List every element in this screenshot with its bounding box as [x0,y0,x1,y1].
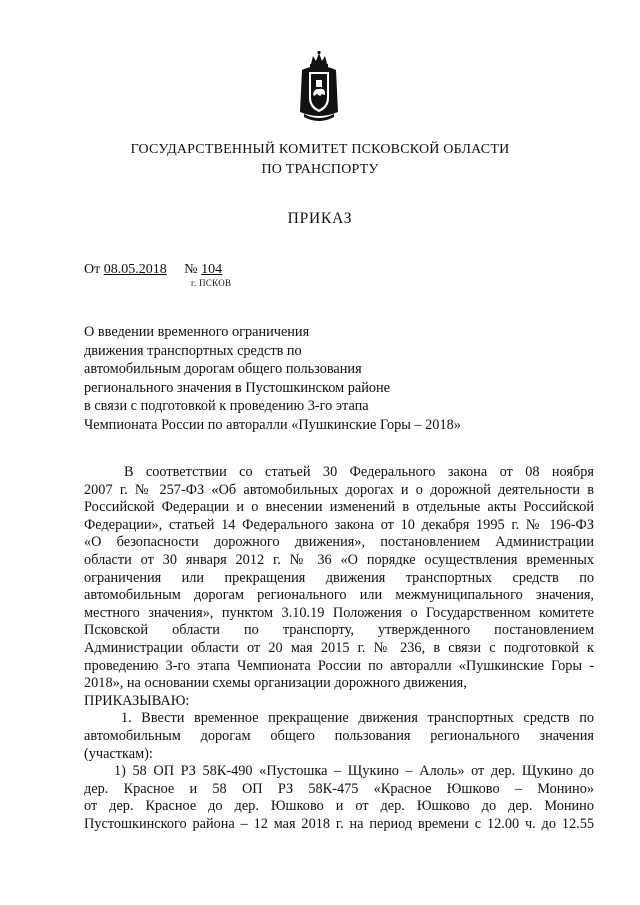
body-line: «О безопасности дорожного движения», постановлением Администрации [84,534,594,551]
document-type-title: ПРИКАЗ [287,210,353,227]
organization-name-line-2: ПО ТРАНСПОРТУ [261,162,379,177]
subject-line: регионального значения в Пустошкинском районе [84,379,390,396]
body-line: дер. Красное и 58 ОП РЗ 58К-475 «Красное Юшково – Монино» [84,780,594,797]
organization-name-line-1: ГОСУДАРСТВЕННЫЙ КОМИТЕТ ПСКОВСКОЙ ОБЛАСТИ [130,142,510,157]
body-line: 1) 58 ОП РЗ 58К-490 «Пустошка – Щукино – Алоль» от дер. Щукино до [114,763,594,780]
body-line: автомобильным дорогам регионального или межмуниципального значения, [84,587,594,604]
number-prefix: № [184,262,198,277]
document-date: 08.05.2018 [103,262,167,277]
date-prefix: От [84,262,101,277]
document-body [84,464,594,833]
document-date-number [84,262,222,278]
coat-of-arms-emblem [298,50,340,124]
body-line: Пустошкинского района – 12 мая 2018 г. на период времени с 12.00 ч. до 12.55 [84,815,594,832]
document-city: г. ПСКОВ [191,278,232,288]
order-keyword: ПРИКАЗЫВАЮ: [84,692,190,709]
document-number: 104 [201,262,223,277]
body-line: 2007 г. № 257-ФЗ «Об автомобильных дорогах и о дорожной деятельности в [84,481,594,498]
body-line: В соответствии со статьей 30 Федерального закона от 08 ноября [124,464,594,480]
document-subject [84,323,461,435]
body-line: местного значения», пунктом 3.10.19 Положения о Государственном комитете [84,604,594,621]
body-line: Федерации», статьей 14 Федерального закона от 10 декабря 1995 г. № 196-ФЗ [84,516,594,533]
body-line: 2018», на основании схемы организации дорожного движения, [84,675,467,692]
body-line: ограничения или прекращения движения транспортных средств по [84,569,594,586]
body-line: Администрации области от 20 мая 2015 г. № 236, в связи с подготовкой к [84,639,594,656]
body-line: Псковской области по транспорту, утвержденного постановлением [84,622,594,639]
subject-line: О введении временного ограничения [84,324,310,340]
subject-line: автомобильным дорогам общего пользования [84,361,362,378]
subject-line: движения транспортных средств по [84,342,302,359]
body-line: 1. Ввести временное прекращение движения транспортных средств по [121,710,594,727]
body-line: области от 30 января 2012 г. № 36 «О порядке осуществления временных [84,551,594,568]
body-line: Российской Федерации и о внесении изменений в отдельные акты Российской [84,499,594,516]
body-line: (участкам): [84,745,153,762]
subject-line: в связи с подготовкой к проведению 3-го этапа [84,398,369,415]
body-line: автомобильным дорогам общего пользования регионального значения [84,727,594,744]
subject-line: Чемпионата России по авторалли «Пушкинские Горы – 2018» [84,416,461,433]
body-line: проведению 3-го этапа Чемпионата России по авторалли «Пушкинские Горы - [84,657,594,674]
body-line: от дер. Красное до дер. Юшково и от дер. Юшково до дер. Монино [84,798,594,815]
